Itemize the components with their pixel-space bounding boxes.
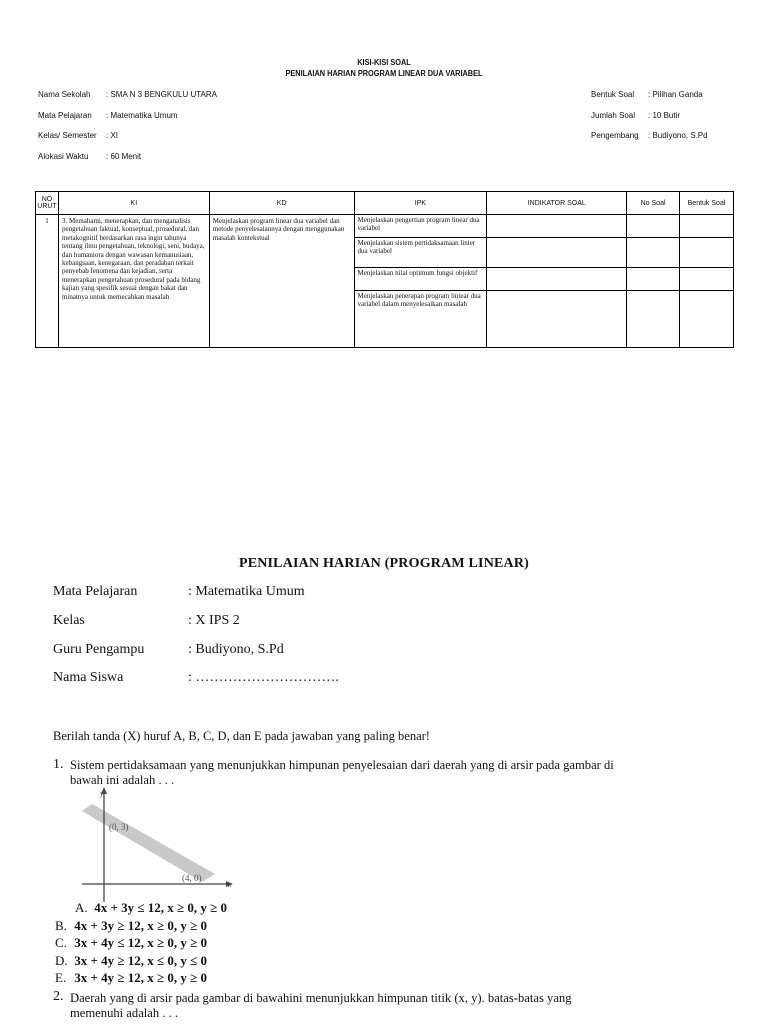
shaded-region xyxy=(82,804,215,882)
y-axis-label: y xyxy=(100,789,104,798)
option-c[interactable] xyxy=(55,935,207,951)
question-text: Daerah yang di arsir pada gambar di bawahini menunjukkan himpunan titik (x, y). batas-batas yang xyxy=(70,991,572,1005)
info-label: Nama Sekolah xyxy=(38,90,91,99)
identity-value: : …………………………. xyxy=(188,670,339,685)
identity-label: Nama Siswa xyxy=(53,670,124,685)
q1-graph xyxy=(70,786,250,908)
ipk-item: Menjelaskan sistem pertidaksamaan linier dua variabel xyxy=(355,238,487,268)
cell-bentuk-soal xyxy=(680,215,734,348)
ipk-item: Menjelaskan nilai optimum fungsi objektif xyxy=(355,268,487,291)
ipk-item: Menjelaskan penerapan program liniear dua variabel dalam menyelesaikan masalah xyxy=(357,292,481,309)
table-row xyxy=(36,215,734,348)
info-label: Alokasi Waktu xyxy=(38,152,89,161)
table-header-row xyxy=(36,192,734,215)
header-ki: KI xyxy=(58,192,209,215)
option-letter: A. xyxy=(75,900,88,915)
x-axis-label: x xyxy=(228,880,232,889)
identity-value: : Matematika Umum xyxy=(188,584,305,599)
header-kd: KD xyxy=(209,192,354,215)
option-d[interactable] xyxy=(55,953,207,969)
option-math: 3x + 4y ≥ 12, x ≤ 0, y ≤ 0 xyxy=(74,953,208,968)
option-b[interactable] xyxy=(55,918,207,934)
kisi-title: KISI-KISI SOAL xyxy=(357,58,411,67)
header-ipk: IPK xyxy=(354,192,487,215)
info-value: : XI xyxy=(106,131,119,140)
question-number: 1. xyxy=(53,757,64,772)
point-label-x: (4, 0) xyxy=(182,873,202,883)
cell-ki-text: 3. Memahami, menerapkan, dan menganalisis pengetahuan faktual, konseptual, prosedural, dan metakognitif berdasarkan rasa ingin tahunya tentang ilmu pengetahuan, teknologi, seni, budaya, dan humaniora dengan wawasan kemanusiaan, kebangsaan, kenegaraan, dan peradaban terkait penyebab fenomena dan kejadian, serta menerapkan pengetahuan prosedural pada bidang kajian yang spesifik sesuai dengan bakat dan minatnya untuk memecahkan masalah xyxy=(61,217,205,301)
info-label: Kelas/ Semester xyxy=(38,131,97,140)
cell-no xyxy=(36,215,59,348)
question-text: Sistem pertidaksamaan yang menunjukkan himpunan penyelesaian dari daerah yang di arsir pada gambar di xyxy=(70,758,614,772)
option-letter: B. xyxy=(55,918,67,933)
info-label: Pengembang xyxy=(591,131,639,140)
cell-ipk xyxy=(354,215,487,348)
info-label: Jumlah Soal xyxy=(591,111,636,120)
header-no-soal: No Soal xyxy=(627,192,680,215)
question-number: 2. xyxy=(53,989,64,1004)
info-value: : Budiyono, S.Pd xyxy=(648,131,708,140)
option-math: 3x + 4y ≥ 12, x ≥ 0, y ≥ 0 xyxy=(74,970,208,985)
kisi-table xyxy=(35,191,734,348)
option-math: 3x + 4y ≤ 12, x ≥ 0, y ≥ 0 xyxy=(74,935,208,950)
option-math: 4x + 3y ≥ 12, x ≥ 0, y ≥ 0 xyxy=(74,918,208,933)
point-label-y: (0, 3) xyxy=(109,822,129,832)
cell-kd-text: Menjelaskan program linear dua variabel dan metode penyelesaiannya dengan menggunakan masalah kontekstual xyxy=(212,217,345,242)
cell-indikator xyxy=(487,215,627,348)
header-indikator-soal: INDIKATOR SOAL xyxy=(487,192,627,215)
info-value: : 10 Butir xyxy=(648,111,681,120)
identity-label: Guru Pengampu xyxy=(53,642,145,657)
info-value: : 60 Menit xyxy=(106,152,142,161)
identity-value: : Budiyono, S.Pd xyxy=(188,642,284,657)
kisi-subtitle: PENILAIAN HARIAN PROGRAM LINEAR DUA VARIABEL xyxy=(285,69,483,78)
info-value: : Pilihan Ganda xyxy=(648,90,703,99)
info-label: Mata Pelajaran xyxy=(38,111,92,120)
identity-label: Mata Pelajaran xyxy=(53,584,138,599)
header-bentuk-soal: Bentuk Soal xyxy=(680,192,734,215)
option-letter: C. xyxy=(55,935,67,950)
cell-no-soal xyxy=(627,215,680,348)
instruction-text: Berilah tanda (X) huruf A, B, C, D, dan E pada jawaban yang paling benar! xyxy=(53,729,430,743)
option-a[interactable] xyxy=(75,900,227,916)
option-letter: E. xyxy=(55,970,67,985)
question-text: memenuhi adalah . . . xyxy=(70,1006,179,1020)
info-label: Bentuk Soal xyxy=(591,90,635,99)
option-e[interactable] xyxy=(55,970,207,986)
identity-label: Kelas xyxy=(53,613,85,628)
cell-no-text: 1 xyxy=(45,217,49,225)
exam-title: PENILAIAN HARIAN (PROGRAM LINEAR) xyxy=(238,556,530,571)
ipk-item: Menjelaskan pengertian program linear dua variabel xyxy=(355,215,487,238)
cell-ki xyxy=(58,215,209,348)
cell-kd xyxy=(209,215,354,348)
identity-value: : X IPS 2 xyxy=(188,613,240,628)
header-no-urut: NO URUT xyxy=(36,192,59,215)
option-letter: D. xyxy=(55,953,68,968)
option-math: 4x + 3y ≤ 12, x ≥ 0, y ≥ 0 xyxy=(94,900,228,915)
info-value: : Matematika Umum xyxy=(106,111,178,120)
info-value: : SMA N 3 BENGKULU UTARA xyxy=(106,90,217,99)
question-text: bawah ini adalah . . . xyxy=(70,773,175,787)
